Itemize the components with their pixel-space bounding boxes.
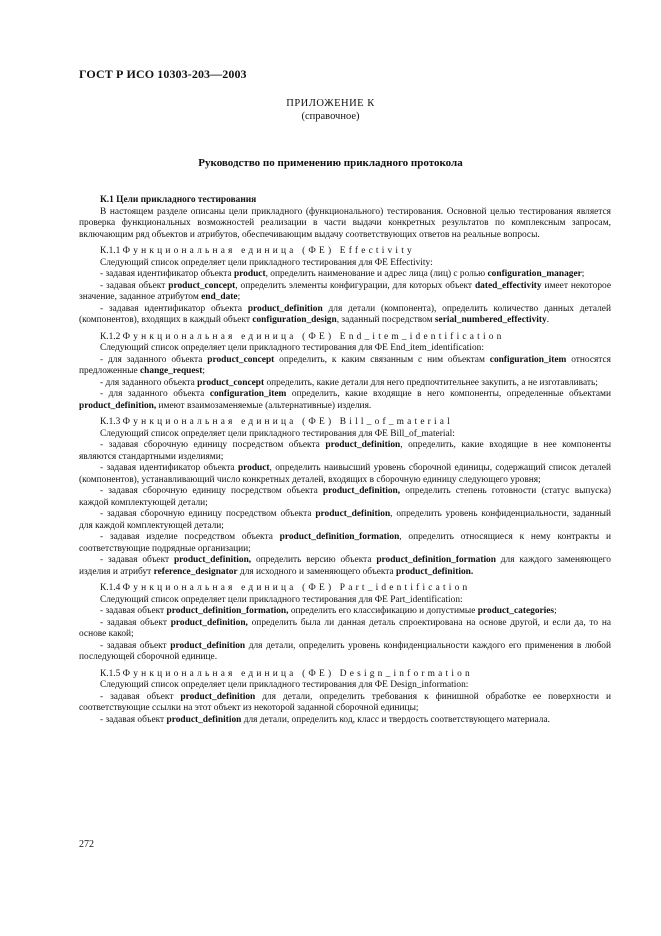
list-item: - задавая идентификатор объекта product_definition для детали (компонента), определить количество данных деталей (компонентов), входящих в каждый объект configuration_design, заданный посредством serial_numbered_effectivity. bbox=[79, 303, 611, 325]
list-item: - для заданного объекта configuration_item определить, какие входящие в него компоненты, определенные объектами product_definition, имеют взаимозаменяемые (альтернативные) изделия. bbox=[79, 389, 611, 411]
annex-subtitle: (справочное) bbox=[301, 111, 360, 122]
document-body bbox=[79, 195, 611, 726]
page-number: 272 bbox=[79, 839, 94, 850]
list-item: - для заданного объекта product_concept определить, к каким связанным с ним объектам configuration_item относятся предложенные change_request; bbox=[79, 354, 611, 376]
list-lead: Следующий список определяет цели прикладного тестирования для ФЕ Bill_of_material: bbox=[100, 428, 455, 439]
subsection-label: Функциональная единица (ФЕ) End_item_identification bbox=[122, 331, 505, 342]
subsection-heading-4 bbox=[79, 583, 611, 595]
list-item: - задавая идентификатор объекта product, определить наименование и адрес лица (лиц) с ролью configuration_manager; bbox=[100, 269, 585, 279]
subsection-heading-3 bbox=[79, 417, 611, 429]
subsection-number: К.1.4 bbox=[100, 583, 121, 593]
subsection-label: Функциональная единица (ФЕ) Design_information bbox=[122, 668, 473, 679]
list-item: - задавая сборочную единицу посредством объекта product_definition, определить, какие входящие в нее компоненты являются стандартными изделиями; bbox=[79, 440, 611, 462]
subsection-heading-2 bbox=[79, 332, 611, 344]
list-item: - задавая объект product_definition, определить была ли данная деталь спроектирована на основе другой, и если да, то на основе какой; bbox=[79, 617, 611, 639]
subsection-number: К.1.1 bbox=[100, 246, 121, 256]
list-item: - задавая объект product_definition, определить версию объекта product_definition_formation для каждого заменяющего изделия и атрибут reference_designator для исходного и заменяющего объекта product_definition. bbox=[79, 555, 611, 577]
section-intro: В настоящем разделе описаны цели прикладного (функционального) тестирования. Основной целью тестирования является проверка функциональных возможностей реализации в части выдачи конкретных результатов по комплексным запросам, включающим ряд объектов и атрибутов, обеспечивающим выдачу соответствующих ответов на реальные вопросы. bbox=[79, 206, 611, 240]
subsection-label: Функциональная единица (ФЕ) Effectivity bbox=[122, 246, 415, 256]
list-item: - задавая объект product_definition для детали, определить требования к финишной обработке ее поверхности и соответствующие ссылки на этот объект из некоторой заданной сборочной единицы; bbox=[79, 691, 611, 713]
list-item: - задавая объект product_definition для детали, определить код, класс и твердость соответствующего материала. bbox=[100, 714, 550, 725]
list-item: - задавая объект product_concept, определить элементы конфигурации, для которых объект dated_effectivity имеет некоторое значение, заданное атрибутом end_date; bbox=[79, 280, 611, 302]
list-item: - задавая идентификатор объекта product, определить наивысший уровень сборочной единицы, содержащий список деталей (компонентов), устанавливающий число конкретных деталей, входящих в сборочную единицу следующего уровня; bbox=[79, 463, 611, 485]
list-lead: Следующий список определяет цели прикладного тестирования для ФЕ Design_information: bbox=[100, 680, 469, 690]
list-item: - задавая изделие посредством объекта product_definition_formation, определить относящиеся к нему контракты и соответствующие подрядные организации; bbox=[79, 532, 611, 554]
annex-title: ПРИЛОЖЕНИЕ К bbox=[286, 98, 375, 109]
section-heading: К.1 Цели прикладного тестирования bbox=[100, 195, 257, 205]
subsection-number: К.1.5 bbox=[100, 668, 121, 679]
subsection-number: К.1.3 bbox=[100, 417, 121, 427]
subsection-heading-5 bbox=[79, 669, 611, 681]
list-item: - задавая сборочную единицу посредством объекта product_definition, определить степень готовности (статус выпуска) каждой комплектующей детали; bbox=[79, 486, 611, 508]
list-lead: Следующий список определяет цели прикладного тестирования для ФЕ Part_identification: bbox=[100, 594, 463, 605]
standard-header: ГОСТ Р ИСО 10303-203—2003 bbox=[79, 67, 247, 81]
subsection-heading-1 bbox=[79, 246, 611, 258]
annex-heading bbox=[0, 97, 661, 123]
document-title: Руководство по применению прикладного протокола bbox=[198, 157, 463, 169]
list-item: - задавая объект product_definition для детали, определить уровень конфиденциальности каждого его применения в любой последующей сборочной единице. bbox=[79, 640, 611, 662]
list-lead: Следующий список определяет цели прикладного тестирования для ФЕ Effectivity: bbox=[100, 257, 433, 268]
subsection-number: К.1.2 bbox=[100, 331, 121, 342]
list-item: - для заданного объекта product_concept определить, какие детали для него предпочтительнее закупить, а не изготавливать; bbox=[100, 377, 598, 388]
list-lead: Следующий список определяет цели прикладного тестирования для ФЕ End_item_identification: bbox=[100, 343, 484, 353]
subsection-label: Функциональная единица (ФЕ) Part_identification bbox=[122, 583, 471, 593]
list-item: - задавая сборочную единицу посредством объекта product_definition, определить уровень конфиденциальности, заданный для каждой комплектующей детали; bbox=[79, 509, 611, 531]
list-item: - задавая объект product_definition_formation, определить его классификацию и допустимые product_categories; bbox=[100, 606, 557, 616]
subsection-label: Функциональная единица (ФЕ) Bill_of_material bbox=[122, 417, 453, 427]
